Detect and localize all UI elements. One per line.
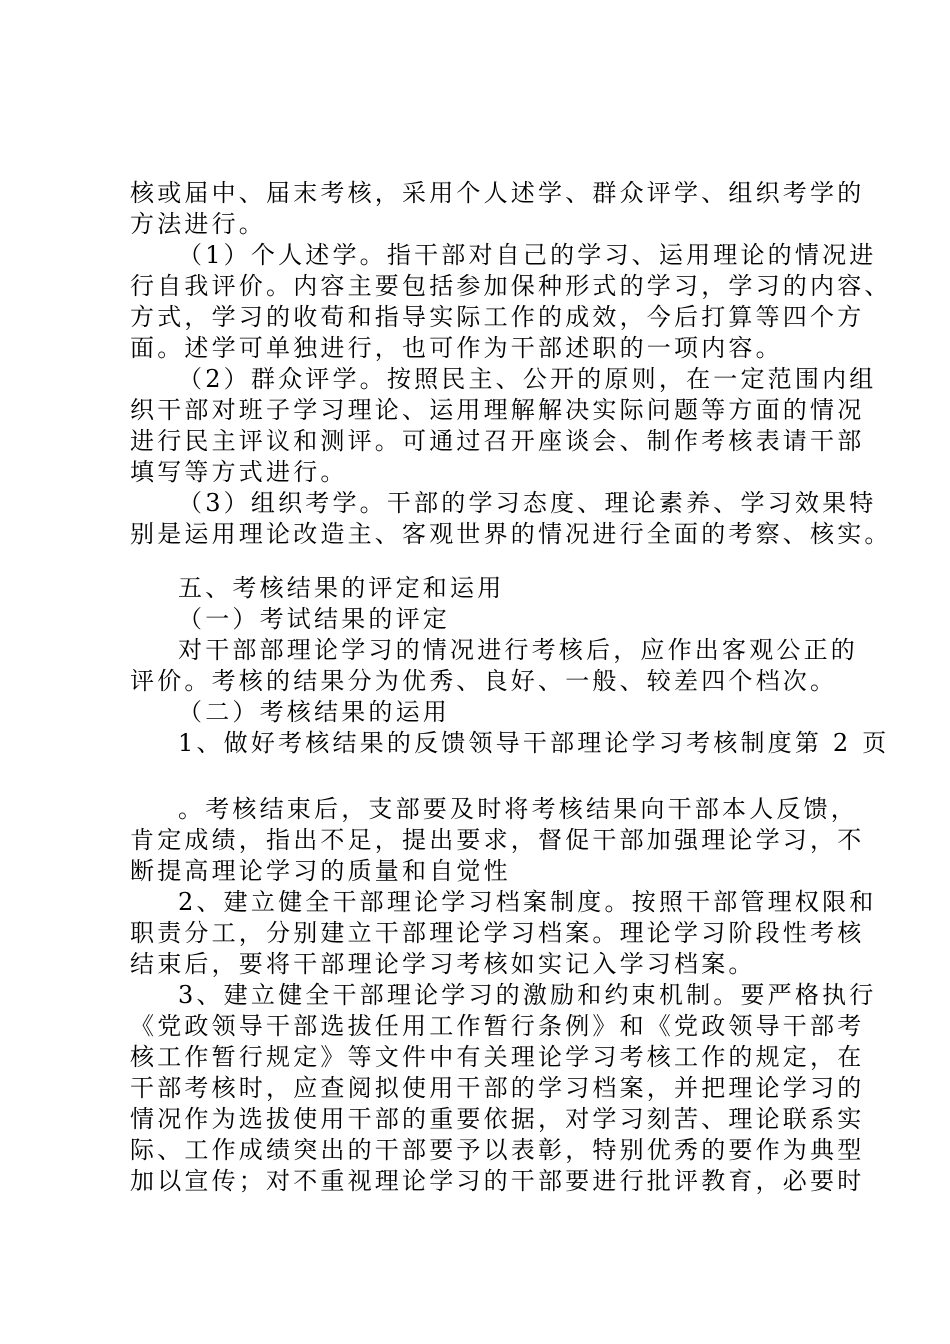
body-text-line: 对干部部理论学习的情况进行考核后，应作出客观公正的: [178, 636, 858, 664]
body-text-line: 行自我评价。内容主要包括参加保种形式的学习，学习的内容、: [130, 272, 892, 300]
body-text-line: 。考核结束后，支部要及时将考核结果向干部本人反馈，: [178, 795, 858, 823]
body-text-line: 方法进行。: [130, 210, 266, 238]
body-text-line: 进行民主评议和测评。可通过召开座谈会、制作考核表请干部: [130, 427, 865, 455]
subsection-heading: （一）考试结果的评定: [178, 605, 450, 633]
body-text-line: 织干部对班子学习理论、运用理解解决实际问题等方面的情况: [130, 396, 865, 424]
body-text-line: 际、工作成绩突出的干部要予以表彰，特别优秀的要作为典型: [130, 1136, 865, 1164]
body-text-line: 情况作为选拔使用干部的重要依据，对学习刻苦、理论联系实: [130, 1105, 865, 1133]
subsection-heading: （二）考核结果的运用: [178, 698, 450, 726]
body-text-line: 核工作暂行规定》等文件中有关理论学习考核工作的规定，在: [130, 1043, 865, 1071]
body-text-line: 职责分工，分别建立干部理论学习档案。理论学习阶段性考核: [130, 919, 865, 947]
body-text-line: 别是运用理论改造主、客观世界的情况进行全面的考察、核实。: [130, 520, 892, 548]
section-heading: 五、考核结果的评定和运用: [178, 574, 505, 602]
body-text-line: 面。述学可单独进行，也可作为干部述职的一项内容。: [130, 334, 783, 362]
body-text-line: 填写等方式进行。: [130, 458, 348, 486]
body-text-line: 肯定成绩，指出不足，提出要求，督促干部加强理论学习，不: [130, 826, 865, 854]
body-text-line: 结束后，要将干部理论学习考核如实记入学习档案。: [130, 950, 756, 978]
body-text-line: 2、建立健全干部理论学习档案制度。按照干部管理权限和: [178, 888, 877, 916]
body-text-line: （1）个人述学。指干部对自己的学习、运用理论的情况进: [178, 241, 877, 269]
body-text-line: （2）群众评学。按照民主、公开的原则，在一定范围内组: [178, 365, 877, 393]
body-text-line: （3）组织考学。干部的学习态度、理论素养、学习效果特: [178, 489, 877, 517]
body-text-line: 断提高理论学习的质量和自觉性: [130, 857, 511, 885]
body-text-line: 3、建立健全干部理论学习的激励和约束机制。要严格执行: [178, 981, 877, 1009]
body-text-line: 《党政领导干部选拔任用工作暂行条例》和《党政领导干部考: [130, 1012, 865, 1040]
body-text-line: 加以宣传；对不重视理论学习的干部要进行批评教育，必要时: [130, 1167, 865, 1195]
body-text-line: 1、做好考核结果的反馈领导干部理论学习考核制度第 2 页: [178, 729, 890, 757]
body-text-line: 核或届中、届末考核，采用个人述学、群众评学、组织考学的: [130, 179, 865, 207]
body-text-line: 方式，学习的收荀和指导实际工作的成效，今后打算等四个方: [130, 303, 865, 331]
body-text-line: 评价。考核的结果分为优秀、良好、一般、较差四个档次。: [130, 667, 838, 695]
body-text-line: 干部考核时，应查阅拟使用干部的学习档案，并把理论学习的: [130, 1074, 865, 1102]
